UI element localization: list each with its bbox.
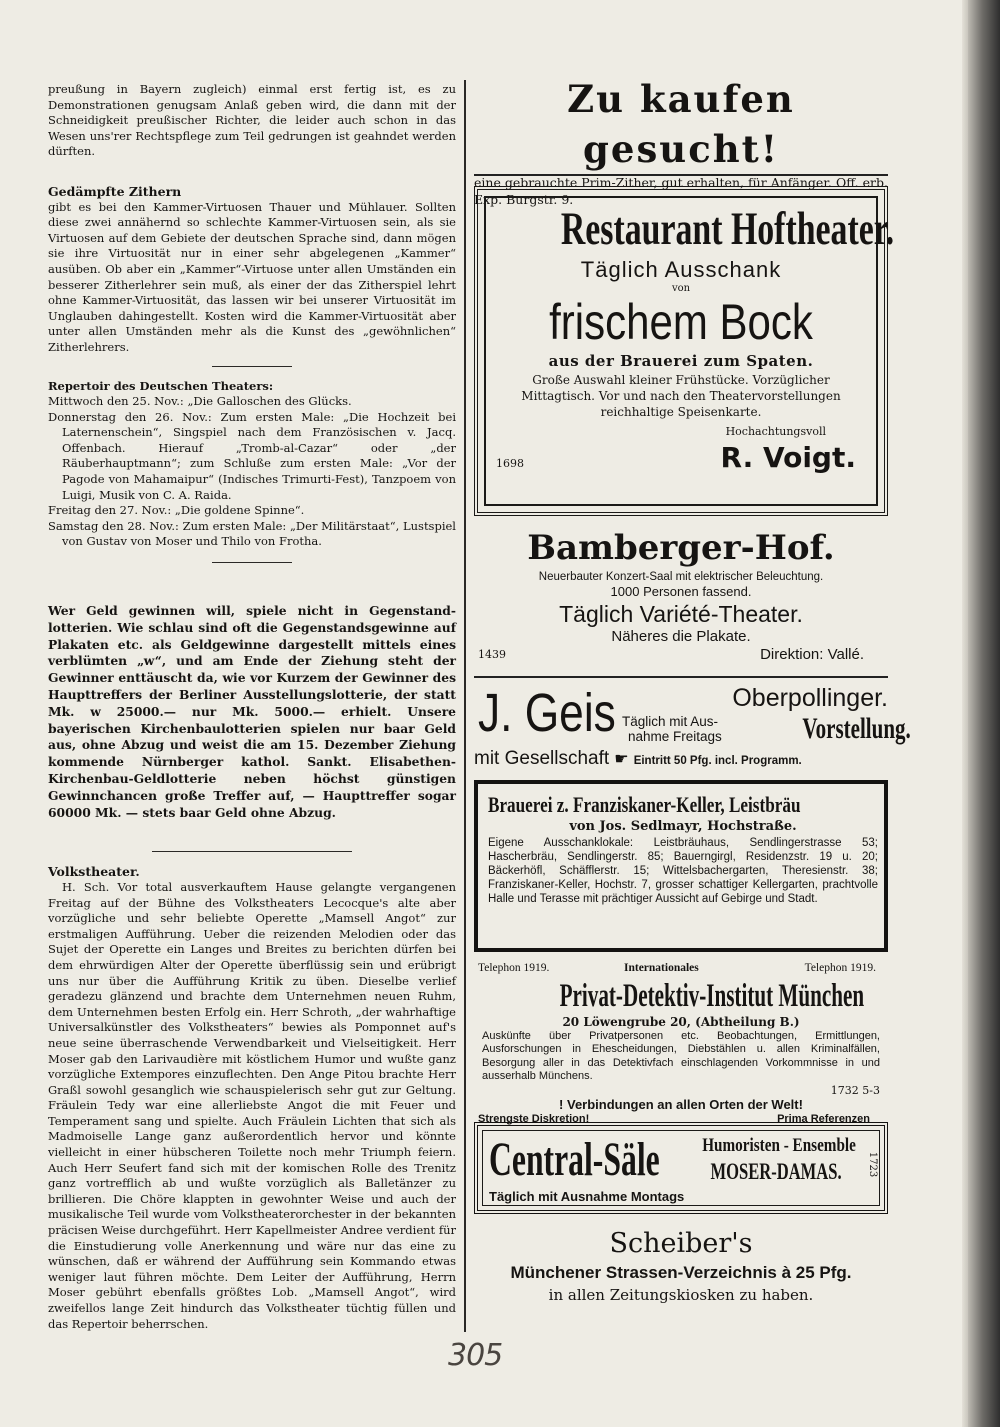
geis-entry: Eintritt 50 Pfg. incl. Programm.: [633, 755, 802, 767]
detektiv-discretion: Strengste Diskretion!: [478, 1112, 590, 1125]
franziskaner-text: Eigene Ausschanklokale: Leistbräuhaus, Sendlingerstrasse 53; Hascherbräu, Sendlingerstr. 85; Bauerngirgl, Residenzstr. 19 u. 20; Bäckerhöfl, Schäfflerstr. 15; Wittelsbachergarten, Theresienstr. 38; Franziskaner-Keller, Hochstr. 7, grosser schattiger Kellergarten, prachtvolle Halle und Terasse mit prächtiger Aussicht auf Gebirge und Stadt.: [488, 837, 878, 905]
geis-place: Oberpollinger.: [732, 684, 888, 712]
pointing-hand-icon: ☛: [614, 749, 629, 768]
bamberger-direction: Direktion: Vallé.: [760, 646, 864, 663]
geis-exception: nahme Freitags: [628, 729, 722, 744]
bamberger-line3: Täglich Variété-Theater.: [559, 601, 803, 627]
ad-detektiv: [474, 962, 888, 1125]
lottery-notice: Wer Geld gewinnen will, spiele nicht in Gegenstand-lotterien. Wie schlau sind oft die Gegenstandsgewinne auf Plakaten etc. als Geldgewinne dargestellt mittels eines verblümten „w“, und am Ende der Ziehung steht der Gewinner enttäuscht da, wie vor Kurzem der Gewinner des Haupttreffers der Berliner Ausstellungslotterie, der statt Mk. w 25000.— nur Mk. 5000.— erhielt. Unsere bayerischen Kirchenbaulotterien spielen nur baar Geld aus, ohne Abzug und weist die am 15. Dezember Ziehung kommende Nürnberger kathol. Sankt. Elisabethen-Kirchenbau-Geldlotterie neben höchst günstigen Gewinnchancen große Treffer auf, — Haupttreffer sogar 60000 Mk. — stets baar Geld ohne Abzug.: [48, 603, 456, 820]
bamberger-name: Bamberger-Hof.: [527, 528, 835, 568]
hoftheater-name: Restaurant Hoftheater.: [560, 203, 895, 255]
hoftheater-signature: R. Voigt.: [720, 441, 856, 474]
left-column: [48, 82, 456, 1332]
central-moser: MOSER-DAMAS.: [710, 1159, 842, 1184]
hoftheater-greeting: Hochachtungsvoll: [725, 425, 826, 438]
separator: [474, 676, 888, 678]
detektiv-phone-right: Telephon 1919.: [804, 962, 876, 974]
bamberger-number: 1439: [478, 648, 506, 661]
detektiv-references: Prima Referenzen: [777, 1112, 870, 1125]
scan-edge: [968, 0, 1000, 1427]
ad-kaufen: [474, 74, 888, 207]
franziskaner-owner: von Jos. Sedlmayr, Hochstraße.: [569, 819, 797, 834]
hoftheater-number: 1698: [496, 457, 524, 470]
franziskaner-title: Brauerei z. Franziskaner-Keller, Leistbräu: [488, 792, 801, 817]
hoftheater-bock: frischem Bock: [549, 294, 813, 350]
ad-central: [474, 1122, 888, 1214]
hoftheater-brewery: aus der Brauerei zum Spaten.: [548, 352, 814, 370]
detektiv-number: 1732 5-3: [830, 1083, 880, 1097]
intro-paragraph: preußung in Bayern zugleich) einmal erst fertig ist, es zu Demonstrationen genugsam Anlaß geben wird, die dann mit der Schneidigkeit preußischer Richter, die leider auch schon in das Wesen uns'rer Rechtspflege zum Teil gedrungen ist geahndet werden dürften.: [48, 82, 456, 159]
bamberger-line4: Näheres die Plakate.: [611, 628, 751, 645]
zithern-paragraph: gibt es bei den Kammer-Virtuosen Thauer und Mühlauer. Sollten diese zwei annähernd so schlechte Kammer-Virtuosen sein, als sie Virtuosen auf dem Gebiete der deutschen Sprache sind, dann mögen sie ihre Virtuosität nur in einer sehr abgelegenen „Kammer“ ausüben. Ob aber ein „Kammer“-Virtuose unter allen Umständen ein besserer Zitherlehrer sein muß, als einer der das Zitherspiel lehrt ohne Kammer-Virtuosität, das lassen wir bei unserer Virtuosität im Unglauben dahingestellt. Kosten wird die Kammer-Virtuosität aber unter allen Umständen mehr als die Kunst des „gewöhnlichen“ Zitherlehrers.: [48, 199, 456, 354]
hoftheater-von: von: [671, 283, 691, 294]
hoftheater-text: Große Auswahl kleiner Frühstücke. Vorzüglicher Mittagtisch. Vor und nach den Theatervorstellungen reichhaltige Speisenkarte.: [521, 373, 841, 419]
volkstheater-heading: Volkstheater.: [48, 864, 140, 880]
repertoire-item: Samstag den 28. Nov.: Zum ersten Male: „Der Militärstaat“, Lustspiel von Gustav von Moser und Thilo von Frotha.: [48, 518, 456, 549]
detektiv-phone-left: Telephon 1919.: [478, 962, 550, 974]
central-name: Central-Säle: [489, 1133, 660, 1186]
bamberger-line1: Neuerbauter Konzert-Saal mit elektrischer Beleuchtung.: [538, 571, 824, 583]
kaufen-headline: Zu kaufen gesucht!: [567, 77, 795, 171]
geis-show: Vorstellung.: [802, 712, 911, 745]
repertoire-item: Mittwoch den 25. Nov.: „Die Galloschen des Glücks.: [48, 394, 352, 409]
ad-hoftheater: [474, 186, 895, 516]
central-ensemble: Humoristen - Ensemble: [702, 1135, 856, 1156]
kaufen-text: eine gebrauchte Prim-Zither, gut erhalten, für Anfänger. Off. erb. Exp. Burgstr. 9.: [474, 175, 888, 207]
detektiv-name: Privat-Detektiv-Institut München: [559, 978, 865, 1014]
repertoire-heading: Repertoir des Deutschen Theaters:: [48, 378, 274, 393]
volkstheater-review: H. Sch. Vor total ausverkauftem Hause gelangte vergangenen Freitag auf der Bühne des Volkstheaters Lecocque's alte aber vorzügliche und sehr beliebte Operette „Mamsell Angot“ zur erstmaligen Aufführung. Ueber die reizenden Melodien oder das Sujet der Operette ein Langes und Breites zu berichten dürfen bei dem ehrwürdigen Alter der Operette überflüssig sein und erübrigt uns nur über die Aufführung Kritik zu üben. Dieselbe verlief geradezu glänzend und brachte dem Unternehmen neuen Ruhm, dem Unternehmen besten Erfolg ein. Herr Schroth, „der wahrhaftige Universalkünstler des Volkstheaters“ bewies als Pomponnet auf's neue seine überraschende Verwendbarkeit und Vielseitigkeit. Herr Moser gab den Larivaudière mit köstlichem Humor und wußte ganz vorzügliche Extempores einzuflechten. Den Ange Pitou brachte Herr Graßl sowohl gesanglich wie schauspielerisch sehr gut zur Geltung. Fräulein Tedy war eine allerliebste Angot die mit Feuer und Temperament sang und spielte. Auch Fräulein Lichten that sich als Madmoiselle Lange ganz außerordentlich hervor und könnte vielleicht in einer hübscheren Toilette noch mehr Triumph feiern. Auch Herr Seufert fand sich mit der komischen Rolle des Trenitz ganz vortrefflich ab und wußte vorzüglich als Balletänzer zu brillieren. Die Chöre klappten in gewohnter Weise und auch der musikalische Teil wurde vom Volkstheaterorchester in der bekannten präcisen Weise durchgeführt. Herr Kapellmeister Andree verdient für die Einstudierung volle Anerkennung und wäre nur das eine zu wünschen, daß er während der Aufführung sein Kommando etwas weniger laut führen möchte. Dem Leiter der Aufführung, Herrn Moser gebührt ebenfalls größtes Lob. „Mamsell Angot“, wird zweifellos lange Zeit hindurch das Volkstheater tüchtig füllen und das Repertoir beherrschen.: [48, 879, 456, 1331]
ad-bamberger: [474, 526, 888, 676]
detektiv-intl: Internationales: [624, 962, 699, 974]
ad-geis: [474, 682, 911, 774]
scheiber-title: Münchener Strassen-Verzeichnis à 25 Pfg.: [510, 1263, 852, 1282]
detektiv-connections: ! Verbindungen an allen Orten der Welt!: [559, 1096, 803, 1112]
hoftheater-line1: Täglich Ausschank: [580, 257, 782, 282]
geis-company: mit Gesellschaft: [474, 748, 610, 769]
ad-franziskaner: [474, 780, 888, 952]
repertoire-item: Freitag den 27. Nov.: „Die goldene Spinne“.: [48, 503, 305, 518]
detektiv-address: 20 Löwengrube 20, (Abtheilung B.): [562, 1015, 800, 1029]
geis-name: J. Geis: [478, 683, 616, 743]
detektiv-text: Auskünfte über Privatpersonen etc. Beobachtungen, Ermittlungen, Ausforschungen in Ehescheidungen, Diebstählen u. allen Kriminalfällen, Besorgung aller in das Detektivfach einschlagenden Vorkommnisse in und ausserhalb Münchens.: [482, 1030, 880, 1083]
central-daily: Täglich mit Ausnahme Montags: [489, 1189, 685, 1204]
bamberger-line2: 1000 Personen fassend.: [610, 584, 752, 599]
handwritten-page-number: 305: [448, 1338, 503, 1373]
separator: [474, 174, 888, 176]
geis-daily: Täglich mit Aus-: [622, 714, 719, 729]
repertoire-item: Donnerstag den 26. Nov.: Zum ersten Male: „Die Hochzeit bei Laternenschein“, Singspiel nach dem Französischen v. Jacq. Offenbach. Hierauf „Tromb-al-Cazar“ oder „der Räuberhauptmann“; zum Schluße zum ersten Male: „Vor der Pagode von Mahamaipur“ (Indisches Trimurti-Fest), Tanzpoem von Luigi, Musik von C. A. Raida.: [48, 409, 456, 502]
scheiber-kiosk: in allen Zeitungskiosken zu haben.: [548, 1286, 814, 1304]
scheiber-name: Scheiber's: [609, 1228, 753, 1259]
central-number: 1723: [866, 1151, 878, 1178]
ad-scheiber: [474, 1226, 888, 1316]
zithern-heading: Gedämpfte Zithern: [48, 183, 182, 199]
column-divider: [464, 80, 466, 1332]
